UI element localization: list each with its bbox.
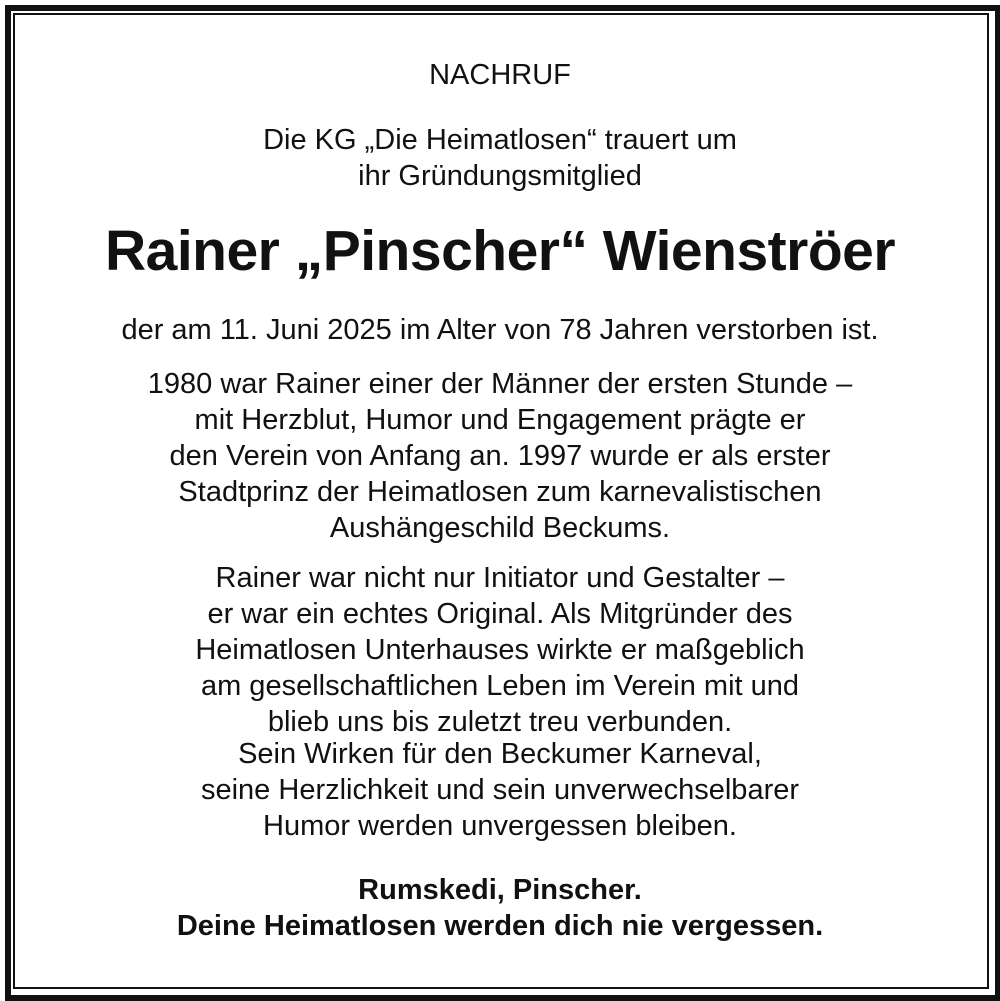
intro-text bbox=[20, 122, 980, 194]
paragraph-line: Aushängeschild Beckums. bbox=[329, 512, 671, 544]
paragraph-line: den Verein von Anfang an. 1997 wurde er als erster bbox=[169, 440, 831, 472]
deceased-name bbox=[20, 217, 980, 285]
deceased-name-text: Rainer „Pinscher“ Wienströer bbox=[104, 219, 896, 283]
paragraph-line: 1980 war Rainer einer der Männer der ersten Stunde – bbox=[147, 368, 853, 400]
paragraph-line: Rainer war nicht nur Initiator und Gestalter – bbox=[215, 562, 785, 594]
paragraph-line: Stadtprinz der Heimatlosen zum karnevalistischen bbox=[178, 476, 822, 508]
death-notice-text: der am 11. Juni 2025 im Alter von 78 Jahren verstorben ist. bbox=[121, 314, 879, 346]
paragraph-history bbox=[20, 366, 980, 546]
obituary-notice bbox=[20, 20, 980, 980]
paragraph-line: am gesellschaftlichen Leben im Verein mit und bbox=[200, 670, 800, 702]
closing-line: Rumskedi, Pinscher. bbox=[358, 874, 642, 906]
intro-line: ihr Gründungsmitglied bbox=[358, 160, 642, 192]
intro-line: Die KG „Die Heimatlosen“ trauert um bbox=[263, 124, 737, 156]
paragraph-legacy bbox=[20, 736, 980, 844]
paragraph-line: er war ein echtes Original. Als Mitgründer des bbox=[207, 598, 793, 630]
paragraph-line: blieb uns bis zuletzt treu verbunden. bbox=[267, 706, 733, 738]
notice-heading bbox=[20, 58, 980, 92]
paragraph-line: Sein Wirken für den Beckumer Karneval, bbox=[238, 738, 762, 770]
paragraph-line: Heimatlosen Unterhauses wirkte er maßgeblich bbox=[195, 634, 805, 666]
paragraph-line: Humor werden unvergessen bleiben. bbox=[263, 810, 737, 842]
death-notice bbox=[20, 312, 980, 348]
closing-farewell bbox=[20, 872, 980, 944]
heading-text: NACHRUF bbox=[429, 59, 571, 91]
paragraph-line: mit Herzblut, Humor und Engagement prägte er bbox=[194, 404, 806, 436]
paragraph-character bbox=[20, 560, 980, 740]
paragraph-line: seine Herzlichkeit und sein unverwechselbarer bbox=[200, 774, 800, 806]
closing-line: Deine Heimatlosen werden dich nie vergessen. bbox=[176, 910, 824, 942]
